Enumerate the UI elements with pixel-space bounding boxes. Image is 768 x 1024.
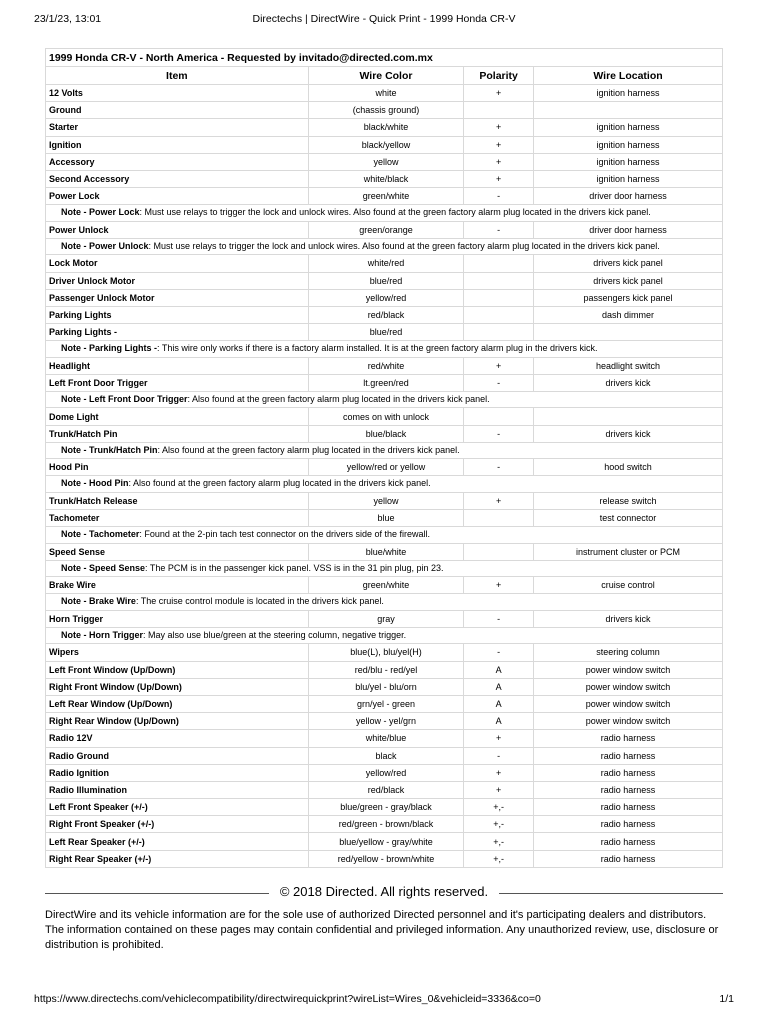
note-label: Note - Power Unlock (61, 240, 149, 251)
wire-color-cell: black (308, 747, 464, 764)
wire-location-cell: drivers kick panel (533, 255, 722, 272)
table-title: 1999 Honda CR-V - North America - Requested by invitado@directed.com.mx (46, 49, 723, 67)
note-text: : Must use relays to trigger the lock and unlock wires. Also found at the green factory alarm plug located in the drivers kick panel. (139, 207, 651, 218)
wire-location-cell: cruise control (533, 577, 722, 594)
wire-color-cell: yellow/red (308, 289, 464, 306)
wire-color-cell: blue/white (308, 543, 464, 560)
polarity-cell (464, 543, 534, 560)
wire-color-cell: black/yellow (308, 136, 464, 153)
polarity-cell: + (464, 357, 534, 374)
polarity-cell (464, 324, 534, 341)
note-label: Note - Trunk/Hatch Pin (61, 444, 158, 455)
header-wire-location: Wire Location (533, 67, 722, 85)
item-cell: Left Rear Speaker (+/-) (46, 833, 309, 850)
wire-location-cell: drivers kick (533, 425, 722, 442)
polarity-cell: A (464, 678, 534, 695)
note-cell (46, 476, 723, 492)
wire-location-cell: instrument cluster or PCM (533, 543, 722, 560)
wire-color-cell: blue/yellow - gray/white (308, 833, 464, 850)
print-date: 23/1/23, 13:01 (34, 13, 102, 25)
wire-location-cell: ignition harness (533, 119, 722, 136)
wire-color-cell: red/black (308, 781, 464, 798)
item-cell: 12 Volts (46, 85, 309, 102)
note-text: : Also found at the green factory alarm plug located in the drivers kick panel. (157, 444, 460, 455)
item-cell: Headlight (46, 357, 309, 374)
wire-color-cell: white/blue (308, 730, 464, 747)
note-cell (46, 627, 723, 643)
wire-location-cell: headlight switch (533, 357, 722, 374)
note-text: : The PCM is in the passenger kick panel. VSS is in the 31 pin plug, pin 23. (145, 562, 444, 573)
wire-row (46, 188, 723, 205)
wire-row (46, 324, 723, 341)
note-cell (46, 560, 723, 576)
note-text: : Must use relays to trigger the lock and unlock wires. Also found at the green factory alarm plug located in the drivers kick panel. (148, 240, 660, 251)
page-number: 1/1 (719, 993, 734, 1005)
note-cell (46, 527, 723, 543)
wire-row (46, 374, 723, 391)
wire-location-cell: dash dimmer (533, 306, 722, 323)
polarity-cell: + (464, 153, 534, 170)
note-row (46, 476, 723, 492)
wire-row (46, 492, 723, 509)
wire-location-cell: ignition harness (533, 153, 722, 170)
wire-location-cell (533, 408, 722, 425)
item-cell: Radio Ignition (46, 764, 309, 781)
polarity-cell: +,- (464, 799, 534, 816)
wire-row (46, 85, 723, 102)
wire-location-cell (533, 324, 722, 341)
wire-row (46, 577, 723, 594)
wire-location-cell: ignition harness (533, 85, 722, 102)
wire-color-cell: black/white (308, 119, 464, 136)
wire-row (46, 644, 723, 661)
item-cell: Ground (46, 102, 309, 119)
wire-row (46, 764, 723, 781)
wire-row (46, 713, 723, 730)
print-header (34, 13, 734, 27)
wire-location-cell: radio harness (533, 833, 722, 850)
polarity-cell: - (464, 459, 534, 476)
wire-row (46, 610, 723, 627)
wire-row (46, 306, 723, 323)
wire-location-cell: power window switch (533, 695, 722, 712)
item-cell: Radio 12V (46, 730, 309, 747)
item-cell: Ignition (46, 136, 309, 153)
wire-location-cell: hood switch (533, 459, 722, 476)
note-cell (46, 392, 723, 408)
item-cell: Right Front Window (Up/Down) (46, 678, 309, 695)
polarity-cell (464, 408, 534, 425)
wire-location-cell: power window switch (533, 713, 722, 730)
item-cell: Second Accessory (46, 170, 309, 187)
wire-row (46, 816, 723, 833)
wire-color-cell: yellow - yel/grn (308, 713, 464, 730)
wire-location-cell: radio harness (533, 764, 722, 781)
wire-color-cell: red/black (308, 306, 464, 323)
item-cell: Driver Unlock Motor (46, 272, 309, 289)
item-cell: Left Front Speaker (+/-) (46, 799, 309, 816)
wire-color-cell: blue/black (308, 425, 464, 442)
note-label: Note - Parking Lights - (61, 343, 158, 354)
wire-row (46, 833, 723, 850)
wire-location-cell: radio harness (533, 730, 722, 747)
polarity-cell: - (464, 188, 534, 205)
wire-row (46, 408, 723, 425)
item-cell: Parking Lights - (46, 324, 309, 341)
wire-location-cell: passengers kick panel (533, 289, 722, 306)
polarity-cell: + (464, 170, 534, 187)
note-label: Note - Left Front Door Trigger (61, 394, 188, 405)
item-cell: Wipers (46, 644, 309, 661)
wire-color-cell: yellow (308, 153, 464, 170)
item-cell: Trunk/Hatch Pin (46, 425, 309, 442)
note-label: Note - Power Lock (61, 207, 140, 218)
note-row (46, 527, 723, 543)
polarity-cell: + (464, 781, 534, 798)
wire-location-cell: release switch (533, 492, 722, 509)
item-cell: Horn Trigger (46, 610, 309, 627)
item-cell: Radio Illumination (46, 781, 309, 798)
wire-color-cell: yellow/red (308, 764, 464, 781)
polarity-cell: - (464, 644, 534, 661)
wire-row (46, 136, 723, 153)
item-cell: Passenger Unlock Motor (46, 289, 309, 306)
polarity-cell: + (464, 730, 534, 747)
copyright-bar (45, 884, 723, 902)
wire-row (46, 153, 723, 170)
wire-row (46, 661, 723, 678)
wire-color-cell: blue/red (308, 272, 464, 289)
note-cell (46, 442, 723, 458)
wire-location-cell: radio harness (533, 747, 722, 764)
note-text: : Also found at the green factory alarm plug located in the drivers kick panel. (187, 394, 490, 405)
wire-color-cell: grn/yel - green (308, 695, 464, 712)
note-row (46, 238, 723, 254)
wire-location-cell: drivers kick (533, 610, 722, 627)
wire-color-cell: green/white (308, 577, 464, 594)
wire-row (46, 272, 723, 289)
note-cell (46, 594, 723, 610)
wire-row (46, 102, 723, 119)
note-cell (46, 238, 723, 254)
item-cell: Left Front Window (Up/Down) (46, 661, 309, 678)
polarity-cell: + (464, 764, 534, 781)
wire-color-cell: red/blu - red/yel (308, 661, 464, 678)
wire-color-cell: (chassis ground) (308, 102, 464, 119)
wire-row (46, 799, 723, 816)
item-cell: Trunk/Hatch Release (46, 492, 309, 509)
note-row (46, 442, 723, 458)
disclaimer-text: DirectWire and its vehicle information are for the sole use of authorized Directed personnel and it's participating dealers and distributors. The information contained on these pages may contain confidential and privileged information. Any unauthorized review, use, disclosure or distribution is prohibited. (45, 909, 719, 951)
wire-color-cell: blu/yel - blu/orn (308, 678, 464, 695)
wire-color-cell: lt.green/red (308, 374, 464, 391)
wire-row (46, 221, 723, 238)
note-cell (46, 341, 723, 357)
print-url: https://www.directechs.com/vehiclecompatibility/directwirequickprint?wireList=Wires_0&vehicleid=3336&co=0 (34, 993, 541, 1005)
polarity-cell: - (464, 221, 534, 238)
wire-table (45, 48, 723, 868)
table-header-row (46, 67, 723, 85)
polarity-cell: + (464, 577, 534, 594)
item-cell: Starter (46, 119, 309, 136)
note-row (46, 560, 723, 576)
note-row (46, 594, 723, 610)
item-cell: Dome Light (46, 408, 309, 425)
wire-color-cell: white/red (308, 255, 464, 272)
item-cell: Power Lock (46, 188, 309, 205)
polarity-cell: - (464, 374, 534, 391)
item-cell: Hood Pin (46, 459, 309, 476)
wire-location-cell: power window switch (533, 661, 722, 678)
polarity-cell: - (464, 425, 534, 442)
polarity-cell (464, 289, 534, 306)
wire-location-cell: driver door harness (533, 188, 722, 205)
wire-location-cell: ignition harness (533, 170, 722, 187)
copyright-text: © 2018 Directed. All rights reserved. (279, 884, 489, 899)
note-row (46, 341, 723, 357)
wire-color-cell: red/white (308, 357, 464, 374)
wire-row (46, 459, 723, 476)
wire-row (46, 730, 723, 747)
polarity-cell: A (464, 713, 534, 730)
item-cell: Radio Ground (46, 747, 309, 764)
wire-color-cell: yellow/red or yellow (308, 459, 464, 476)
polarity-cell: A (464, 695, 534, 712)
wire-color-cell: comes on with unlock (308, 408, 464, 425)
polarity-cell: +,- (464, 816, 534, 833)
polarity-cell: - (464, 747, 534, 764)
wire-location-cell: driver door harness (533, 221, 722, 238)
wire-row (46, 119, 723, 136)
polarity-cell: A (464, 661, 534, 678)
polarity-cell: + (464, 136, 534, 153)
item-cell: Right Rear Speaker (+/-) (46, 850, 309, 867)
print-page-title: Directechs | DirectWire - Quick Print - 1999 Honda CR-V (252, 13, 516, 25)
wire-color-cell: white (308, 85, 464, 102)
item-cell: Left Front Door Trigger (46, 374, 309, 391)
wire-location-cell: radio harness (533, 850, 722, 867)
note-label: Note - Speed Sense (61, 562, 146, 573)
item-cell: Brake Wire (46, 577, 309, 594)
wire-location-cell: drivers kick (533, 374, 722, 391)
item-cell: Left Rear Window (Up/Down) (46, 695, 309, 712)
item-cell: Accessory (46, 153, 309, 170)
polarity-cell (464, 306, 534, 323)
wire-row (46, 850, 723, 867)
wire-location-cell: radio harness (533, 816, 722, 833)
wire-row (46, 678, 723, 695)
note-cell (46, 205, 723, 221)
table-title-row (46, 49, 723, 67)
wire-color-cell: red/yellow - brown/white (308, 850, 464, 867)
polarity-cell (464, 272, 534, 289)
wire-row (46, 170, 723, 187)
wire-color-cell: yellow (308, 492, 464, 509)
wire-location-cell: power window switch (533, 678, 722, 695)
polarity-cell: + (464, 85, 534, 102)
wire-row (46, 289, 723, 306)
item-cell: Tachometer (46, 510, 309, 527)
polarity-cell: +,- (464, 850, 534, 867)
note-text: : May also use blue/green at the steering column, negative trigger. (143, 629, 407, 640)
polarity-cell: + (464, 119, 534, 136)
wire-color-cell: green/orange (308, 221, 464, 238)
item-cell: Parking Lights (46, 306, 309, 323)
note-text: : Found at the 2-pin tach test connector on the drivers side of the firewall. (139, 529, 431, 540)
wire-color-cell: red/green - brown/black (308, 816, 464, 833)
note-row (46, 627, 723, 643)
wire-color-cell: blue/green - gray/black (308, 799, 464, 816)
item-cell: Lock Motor (46, 255, 309, 272)
note-text: : The cruise control module is located in the drivers kick panel. (135, 596, 384, 607)
note-label: Note - Brake Wire (61, 596, 136, 607)
wire-color-cell: gray (308, 610, 464, 627)
polarity-cell (464, 255, 534, 272)
wire-row (46, 425, 723, 442)
wire-row (46, 543, 723, 560)
item-cell: Right Front Speaker (+/-) (46, 816, 309, 833)
polarity-cell: - (464, 610, 534, 627)
wire-color-cell: blue (308, 510, 464, 527)
wire-row (46, 695, 723, 712)
wire-color-cell: blue(L), blu/yel(H) (308, 644, 464, 661)
note-label: Note - Hood Pin (61, 478, 129, 489)
wire-row (46, 255, 723, 272)
polarity-cell (464, 510, 534, 527)
wire-location-cell: steering column (533, 644, 722, 661)
wire-row (46, 510, 723, 527)
note-row (46, 205, 723, 221)
note-text: : Also found at the green factory alarm plug located in the drivers kick panel. (128, 478, 431, 489)
wire-location-cell: radio harness (533, 781, 722, 798)
wire-color-cell: blue/red (308, 324, 464, 341)
wire-row (46, 781, 723, 798)
wire-location-cell (533, 102, 722, 119)
wire-location-cell: drivers kick panel (533, 272, 722, 289)
polarity-cell (464, 102, 534, 119)
item-cell: Right Rear Window (Up/Down) (46, 713, 309, 730)
polarity-cell: + (464, 492, 534, 509)
header-item: Item (46, 67, 309, 85)
polarity-cell: +,- (464, 833, 534, 850)
print-footer (34, 993, 734, 1007)
header-wire-color: Wire Color (308, 67, 464, 85)
wire-row (46, 747, 723, 764)
wire-color-cell: green/white (308, 188, 464, 205)
wire-color-cell: white/black (308, 170, 464, 187)
note-label: Note - Horn Trigger (61, 629, 144, 640)
item-cell: Power Unlock (46, 221, 309, 238)
divider-right (499, 893, 723, 894)
wire-location-cell: test connector (533, 510, 722, 527)
note-row (46, 392, 723, 408)
item-cell: Speed Sense (46, 543, 309, 560)
wire-location-cell: ignition harness (533, 136, 722, 153)
header-polarity: Polarity (464, 67, 534, 85)
note-text: : This wire only works if there is a factory alarm installed. It is at the green factory alarm plug in the drivers kick. (157, 343, 598, 354)
wire-row (46, 357, 723, 374)
wire-location-cell: radio harness (533, 799, 722, 816)
note-label: Note - Tachometer (61, 529, 140, 540)
